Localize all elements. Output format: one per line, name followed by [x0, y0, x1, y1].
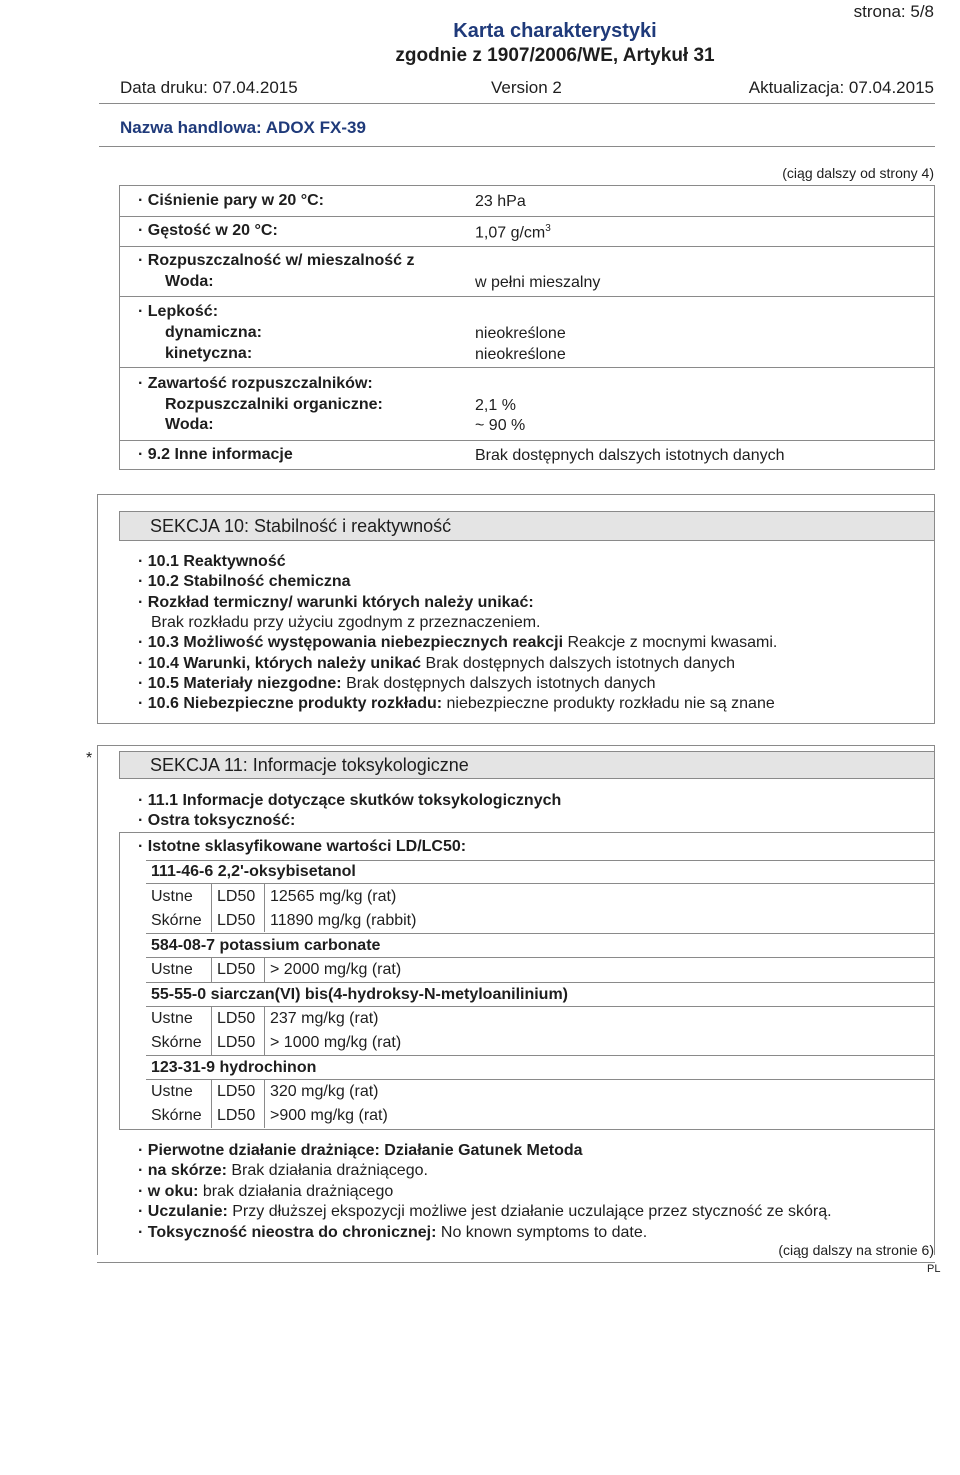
route-cell: Skórne [151, 1034, 202, 1051]
eye-text: brak działania drażniącego [202, 1183, 394, 1200]
section-11-title: SEKCJA 11: Informacje toksykologiczne [119, 751, 935, 779]
table-divider [146, 860, 935, 861]
solubility-value: w pełni mieszalny [475, 274, 601, 291]
row-divider [119, 367, 935, 368]
organic-solvents-value: 2,1 % [475, 397, 516, 414]
table-divider [211, 884, 212, 932]
revision-marker: * [86, 750, 93, 767]
continued-from: (ciąg dalszy od strony 4) [782, 165, 934, 181]
hazardous-reactions-text: Reakcje z mocnymi kwasami. [567, 634, 778, 651]
thermal-decomposition-label: · Rozkład termiczny/ warunki których należy unikać: [138, 594, 534, 611]
row-divider [119, 296, 935, 297]
table-divider [211, 1007, 212, 1055]
eye-label: · w oku: [138, 1183, 199, 1200]
chronic-toxicity-text: No known symptoms to date. [440, 1224, 648, 1241]
print-date: Data druku: 07.04.2015 [120, 78, 298, 97]
sensitisation-text: Przy dłuższej ekspozycji możliwe jest działanie uczulające przez styczność ze skórą. [232, 1203, 832, 1220]
row-divider [119, 246, 935, 247]
route-cell: Ustne [151, 1010, 193, 1027]
viscosity-label: · Lepkość: [138, 303, 219, 320]
incompatible-materials-text: Brak dostępnych dalszych istotnych danych [346, 675, 656, 692]
vapor-pressure-label: · Ciśnienie pary w 20 °C: [138, 192, 325, 209]
table-divider [211, 1080, 212, 1128]
version: Version 2 [491, 78, 562, 97]
value-cell: >900 mg/kg (rat) [270, 1107, 388, 1124]
value-cell: 11890 mg/kg (rabbit) [270, 912, 417, 929]
solubility-label: · Rozpuszczalność w/ mieszalność z [138, 252, 415, 269]
table-divider [264, 1007, 265, 1055]
page-number: strona: 5/8 [853, 2, 934, 21]
density-exponent: 3 [545, 223, 551, 234]
chemical-stability-label: · 10.2 Stabilność chemiczna [138, 573, 351, 590]
route-cell: Ustne [151, 1083, 193, 1100]
solvent-content-label: · Zawartość rozpuszczalników: [138, 375, 373, 392]
section-10-title: SEKCJA 10: Stabilność i reaktywność [119, 511, 935, 541]
conditions-to-avoid-text: Brak dostępnych dalszych istotnych danych [425, 655, 736, 672]
language-code: PL [927, 1263, 941, 1275]
table-divider [146, 982, 935, 983]
table-divider [146, 933, 935, 934]
chronic-toxicity-label: · Toksyczność nieostra do chronicznej: [138, 1224, 437, 1241]
test-type-cell: LD50 [217, 888, 256, 905]
table-divider [264, 958, 265, 982]
kinematic-viscosity-value: nieokreślone [475, 346, 566, 363]
table-divider [146, 1055, 935, 1056]
skin-label: · na skórze: [138, 1162, 227, 1179]
density-label: · Gęstość w 20 °C: [138, 222, 278, 239]
substance-name: 123-31-9 hydrochinon [151, 1059, 317, 1076]
test-type-cell: LD50 [217, 1034, 256, 1051]
acute-toxicity-label: · Ostra toksyczność: [138, 812, 296, 829]
water-content-label: Woda: [165, 416, 214, 433]
organic-solvents-label: Rozpuszczalniki organiczne: [165, 396, 383, 413]
test-type-cell: LD50 [217, 961, 256, 978]
ld50-title: · Istotne sklasyfikowane wartości LD/LC50: [138, 838, 467, 855]
table-divider [211, 958, 212, 982]
row-divider [119, 216, 935, 217]
table-divider [264, 1080, 265, 1128]
decomposition-products-text: niebezpieczne produkty rozkładu nie są znane [446, 695, 775, 712]
value-cell: 237 mg/kg (rat) [270, 1010, 379, 1027]
value-cell: 320 mg/kg (rat) [270, 1083, 379, 1100]
value-cell: > 2000 mg/kg (rat) [270, 961, 402, 978]
conditions-to-avoid-label: · 10.4 Warunki, których należy unikać [138, 655, 422, 672]
toxicology-info-label: · 11.1 Informacje dotyczące skutków toksykologicznych [138, 792, 562, 809]
trade-name: Nazwa handlowa: ADOX FX-39 [120, 118, 366, 137]
test-type-cell: LD50 [217, 912, 256, 929]
table-divider [264, 884, 265, 932]
other-info-label: · 9.2 Inne informacje [138, 446, 293, 463]
value-cell: > 1000 mg/kg (rat) [270, 1034, 402, 1051]
route-cell: Ustne [151, 961, 193, 978]
header-divider [99, 103, 935, 104]
reactivity-label: · 10.1 Reaktywność [138, 553, 286, 570]
substance-name: 55-55-0 siarczan(VI) bis(4-hydroksy-N-metyloanilinium) [151, 986, 568, 1003]
density-number: 1,07 g/cm [475, 224, 546, 242]
density-value [475, 223, 551, 242]
route-cell: Skórne [151, 1107, 202, 1124]
route-cell: Ustne [151, 888, 193, 905]
continued-to: (ciąg dalszy na stronie 6) [778, 1242, 934, 1258]
thermal-decomposition-text: Brak rozkładu przy użyciu zgodnym z przeznaczeniem. [151, 614, 541, 631]
vapor-pressure-value: 23 hPa [475, 193, 526, 210]
document-subtitle: zgodnie z 1907/2006/WE, Artykuł 31 [395, 45, 715, 66]
primary-irritation-label: · Pierwotne działanie drażniące: Działanie Gatunek Metoda [138, 1142, 583, 1159]
dynamic-viscosity-label: dynamiczna: [165, 324, 262, 341]
water-content-value: ~ 90 % [475, 417, 526, 434]
sensitisation-label: · Uczulanie: [138, 1203, 228, 1220]
test-type-cell: LD50 [217, 1010, 256, 1027]
route-cell: Skórne [151, 912, 202, 929]
kinematic-viscosity-label: kinetyczna: [165, 345, 253, 362]
substance-name: 111-46-6 2,2'-oksybisetanol [151, 863, 356, 880]
substance-name: 584-08-7 potassium carbonate [151, 937, 381, 954]
test-type-cell: LD50 [217, 1107, 256, 1124]
row-divider [119, 440, 935, 441]
incompatible-materials-label: · 10.5 Materiały niezgodne: [138, 675, 342, 692]
other-info-value: Brak dostępnych dalszych istotnych danych [475, 447, 785, 464]
update-date: Aktualizacja: 07.04.2015 [748, 78, 934, 97]
hazardous-reactions-label: · 10.3 Możliwość występowania niebezpiecznych reakcji [138, 634, 564, 651]
document-title: Karta charakterystyki [453, 20, 657, 42]
decomposition-products-label: · 10.6 Niebezpieczne produkty rozkładu: [138, 695, 443, 712]
footer-divider [97, 1262, 935, 1263]
test-type-cell: LD50 [217, 1083, 256, 1100]
trade-name-divider [99, 146, 935, 147]
skin-text: Brak działania drażniącego. [231, 1162, 428, 1179]
solubility-water-label: Woda: [165, 273, 214, 290]
dynamic-viscosity-value: nieokreślone [475, 325, 566, 342]
value-cell: 12565 mg/kg (rat) [270, 888, 397, 905]
